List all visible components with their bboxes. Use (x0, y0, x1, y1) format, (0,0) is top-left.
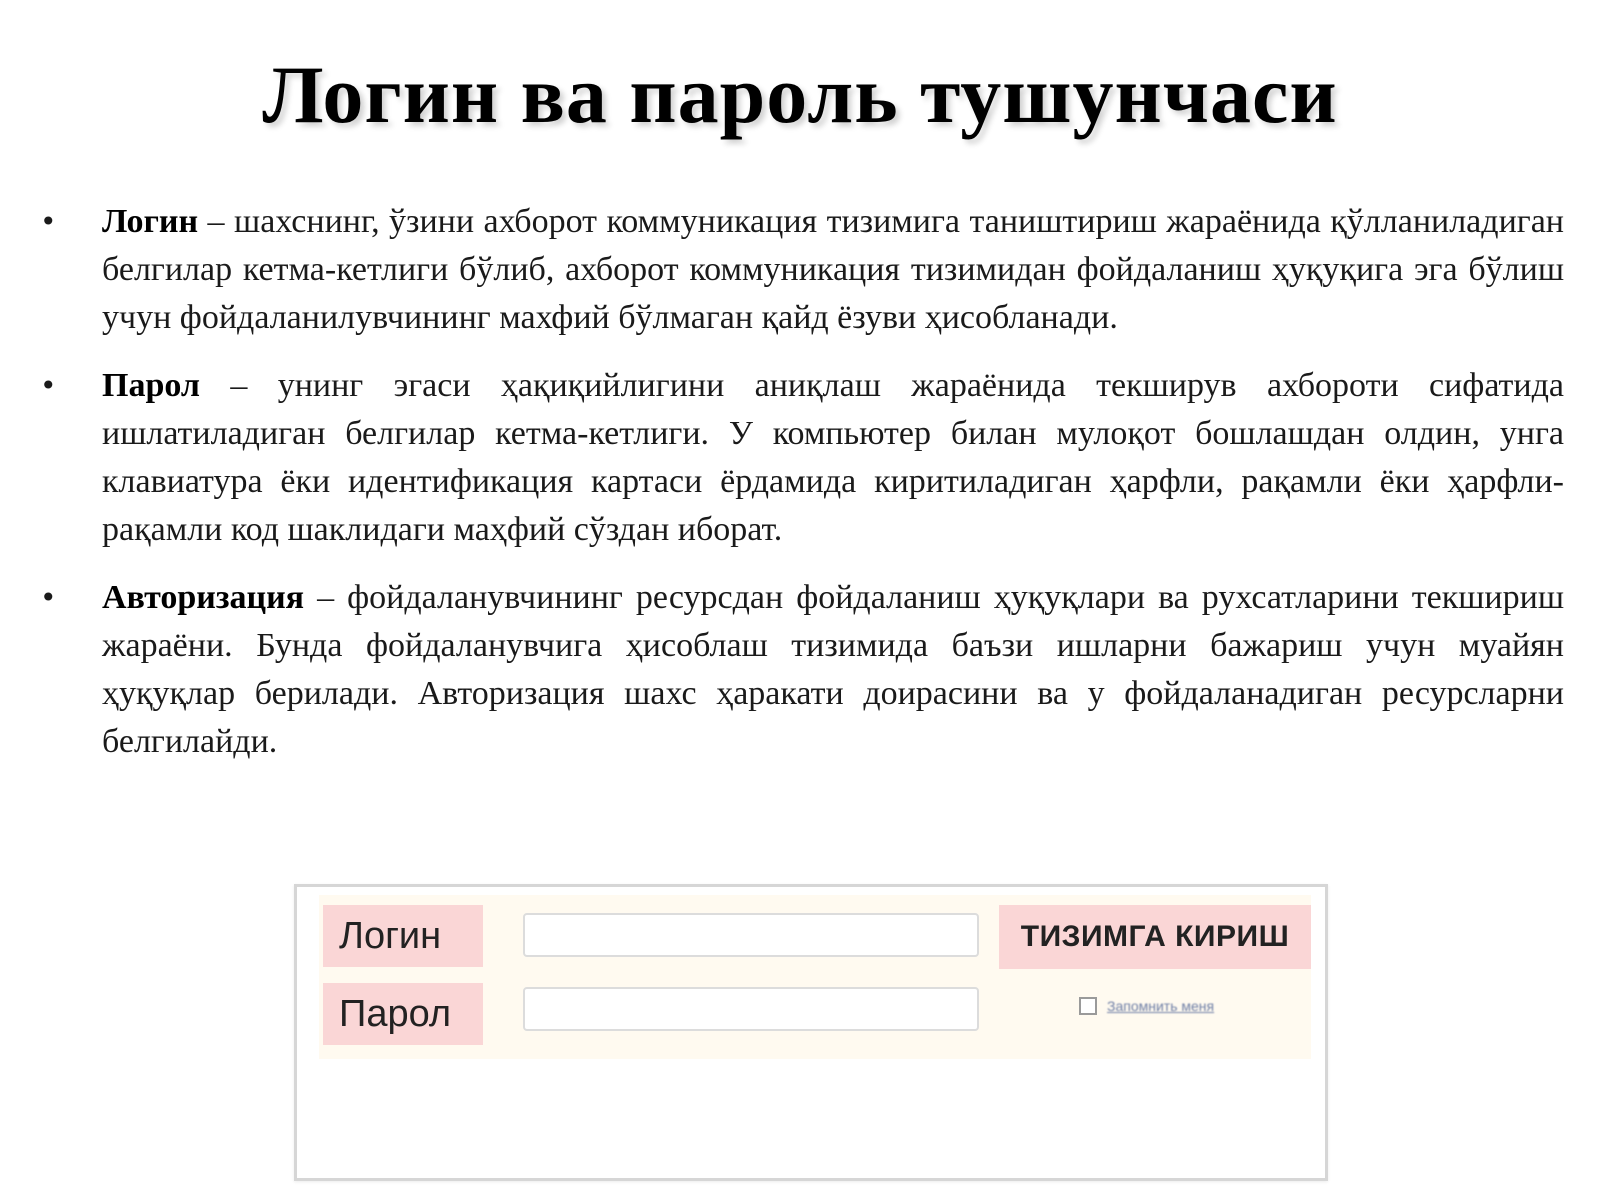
bullet-icon: • (40, 369, 57, 402)
bullet-icon: • (40, 581, 57, 614)
definition-term: Логин (102, 203, 199, 240)
definition-login (38, 198, 1564, 342)
login-input[interactable] (523, 913, 979, 957)
definition-text: – унинг эгаси ҳақиқийлигини аниқлаш жараёнида текширув ахбороти сифатида ишлатиладиган белгилар кетма-кетлиги. У компьютер билан мулоқот бошлашдан олдин, унга клавиатура ёки идентификация картаси ёрдамида киритиладиган ҳарфли, рақамли ёки ҳарфли-рақамли код шаклидаги маҳфий сўздан иборат. (102, 367, 1564, 548)
login-button[interactable]: ТИЗИМГА КИРИШ (999, 905, 1311, 969)
definition-text: – шахснинг, ўзини ахборот коммуникация тизимига таништириш жараёнида қўлланиладиган белгилар кетма-кетлиги бўлиб, ахборот коммуникация тизимидан фойдаланиш ҳуқуқига эга бўлиш учун фойдаланилувчининг махфий бўлмаган қайд ёзуви ҳисобланади. (102, 203, 1564, 336)
definition-list (38, 198, 1564, 786)
definition-term: Авторизация (102, 579, 305, 616)
remember-me[interactable] (1079, 997, 1214, 1015)
remember-checkbox[interactable] (1079, 997, 1097, 1015)
remember-me-link[interactable]: Запомнить меня (1107, 998, 1215, 1014)
bullet-icon: • (40, 205, 57, 238)
login-form-body (319, 895, 1311, 1059)
login-label: Логин (323, 905, 483, 967)
definition-term: Парол (102, 367, 200, 404)
definition-password (38, 362, 1564, 554)
password-label: Парол (323, 983, 483, 1045)
slide-title: Логин ва пароль тушунчаси (262, 49, 1338, 140)
login-form-illustration (294, 884, 1328, 1181)
definition-text: – фойдаланувчининг ресурсдан фойдаланиш ҳуқуқлари ва рухсатларини текшириш жараёни. Бунда фойдаланувчига ҳисоблаш тизимида баъзи ишларни бажариш учун муайян ҳуқуқлар берилади. Авторизация шахс ҳаракати доирасини ва у фойдаланадиган ресурсларни белгилайди. (102, 579, 1564, 760)
definition-authorization (38, 574, 1564, 766)
password-input[interactable] (523, 987, 979, 1031)
